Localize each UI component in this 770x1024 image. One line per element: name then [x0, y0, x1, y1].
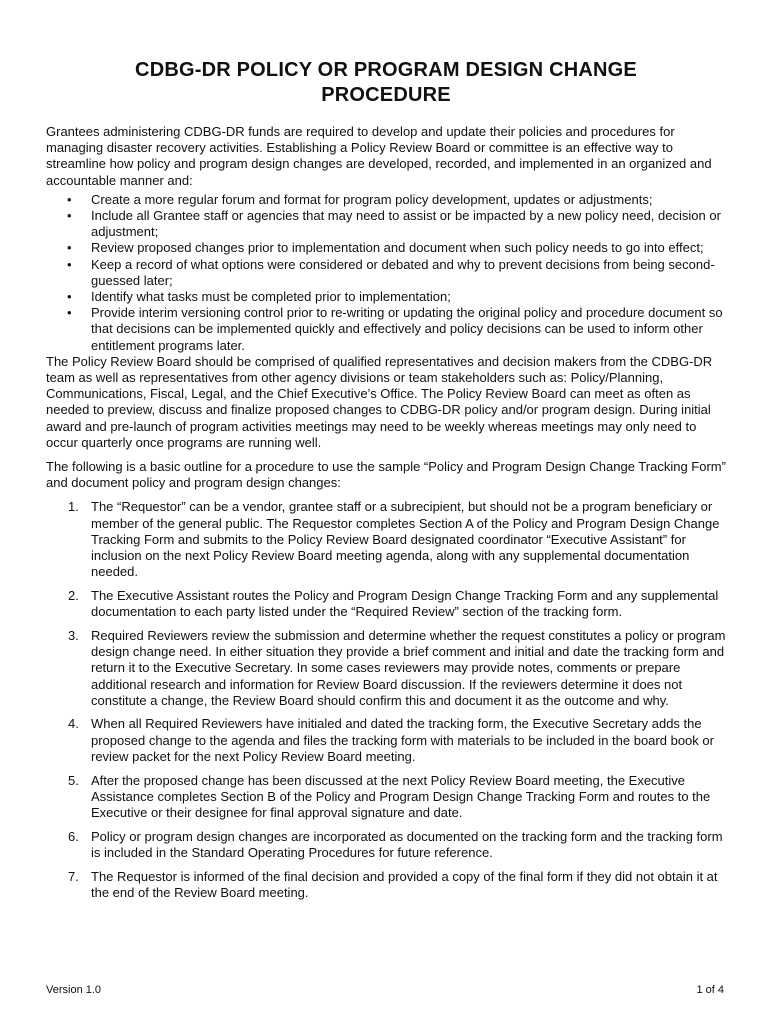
- procedure-step: [46, 829, 726, 861]
- procedure-step: [46, 628, 726, 709]
- bullet-item: • Create a more regular forum and format for program policy development, updates or adjustments;: [46, 192, 726, 208]
- bullet-item: • Provide interim versioning control prior to re-writing or updating the original policy and procedure document so that decisions can be implemented quickly and effectively and policy decisions can be used to inform other entitlement programs later.: [46, 305, 726, 354]
- bullet-item: • Review proposed changes prior to implementation and document when such policy needs to go into effect;: [46, 240, 726, 256]
- step-number: 6.: [68, 828, 79, 844]
- step-number: 2.: [68, 587, 79, 603]
- step-text: The Executive Assistant routes the Policy and Program Design Change Tracking Form and any supplemental documentation to each party listed under the “Required Review” section of the tracking form.: [91, 587, 719, 620]
- benefits-list: [46, 192, 726, 354]
- bullet-item: • Include all Grantee staff or agencies that may need to assist or be impacted by a new policy need, decision or adjustment;: [46, 208, 726, 240]
- step-text: Required Reviewers review the submission and determine whether the request constitutes a policy or program design change need. In either situation they provide a brief comment and initial and date the tracking form and return it to the Executive Secretary. In some cases reviewers may provide notes, comments or prepare additional research and information for Review Board discussion. If the reviewers determine it does not constitute a change, the Review Board should confirm this and document it as the outcome and why.: [91, 627, 726, 708]
- step-number: 3.: [68, 627, 79, 643]
- outline-paragraph: The following is a basic outline for a procedure to use the sample “Policy and Program Design Change Tracking Form” and document policy and program design changes:: [46, 459, 726, 491]
- document-title: CDBG-DR POLICY OR PROGRAM DESIGN CHANGE PROCEDURE: [135, 59, 637, 106]
- step-number: 5.: [68, 772, 79, 788]
- bullet-item: • Keep a record of what options were considered or debated and why to prevent decisions from being second-guessed later;: [46, 257, 726, 289]
- footer-page-number: 1 of 4: [696, 984, 724, 996]
- document-page: [46, 58, 726, 908]
- procedure-step: [46, 869, 726, 901]
- step-text: After the proposed change has been discussed at the next Policy Review Board meeting, the Executive Assistance completes Section B of the Policy and Program Design Change Tracking Form and routes to the Executive or their designee for final approval signature and date.: [91, 772, 711, 820]
- procedure-step: [46, 499, 726, 580]
- step-number: 1.: [68, 499, 79, 515]
- step-text: When all Required Reviewers have initialed and dated the tracking form, the Executive Secretary adds the proposed change to the agenda and files the tracking form with materials to be included in the board book or review packet for the next Policy Review Board meeting.: [91, 716, 714, 764]
- bullet-item: • Identify what tasks must be completed prior to implementation;: [46, 289, 726, 305]
- procedure-step: [46, 588, 726, 620]
- step-text: Policy or program design changes are incorporated as documented on the tracking form and the tracking form is included in the Standard Operating Procedures for future reference.: [91, 828, 723, 860]
- step-number: 7.: [68, 868, 79, 884]
- step-number: 4.: [68, 716, 79, 732]
- intro-paragraph: Grantees administering CDBG-DR funds are required to develop and update their policies and procedures for managing disaster recovery activities. Establishing a Policy Review Board or committee is an effective way to streamline how policy and program design changes are developed, recorded, and implemented in an organized and accountable manner and:: [46, 124, 712, 188]
- procedure-step: [46, 716, 726, 765]
- review-board-paragraph: The Policy Review Board should be comprised of qualified representatives and decision makers from the CDBG-DR team as well as representatives from other agency divisions or team stakeholders such as: Policy/Planning, Communications, Fiscal, Legal, and the Chief Executive’s Office. The Policy Review Board can meet as often as needed to preview, discuss and finalize proposed changes to CDBG-DR policy and/or program design. During initial award and pre-launch of program activities meetings may need to be weekly whereas meetings may only need to occur quarterly once programs are running well.: [46, 353, 713, 450]
- step-text: The “Requestor” can be a vendor, grantee staff or a subrecipient, but should not be a program beneficiary or member of the general public. The Requestor completes Section A of the Policy and Program Design Change Tracking Form and submits to the Policy Review Board designated coordinator “Executive Assistant” for inclusion on the next Policy Review Board meeting agenda, along with any supplemental documentation needed.: [91, 499, 720, 580]
- procedure-steps-list: [46, 499, 726, 900]
- procedure-step: [46, 773, 726, 822]
- step-text: The Requestor is informed of the final decision and provided a copy of the final form if they did not obtain it at the end of the Review Board meeting.: [91, 868, 718, 900]
- footer-version: Version 1.0: [46, 984, 102, 996]
